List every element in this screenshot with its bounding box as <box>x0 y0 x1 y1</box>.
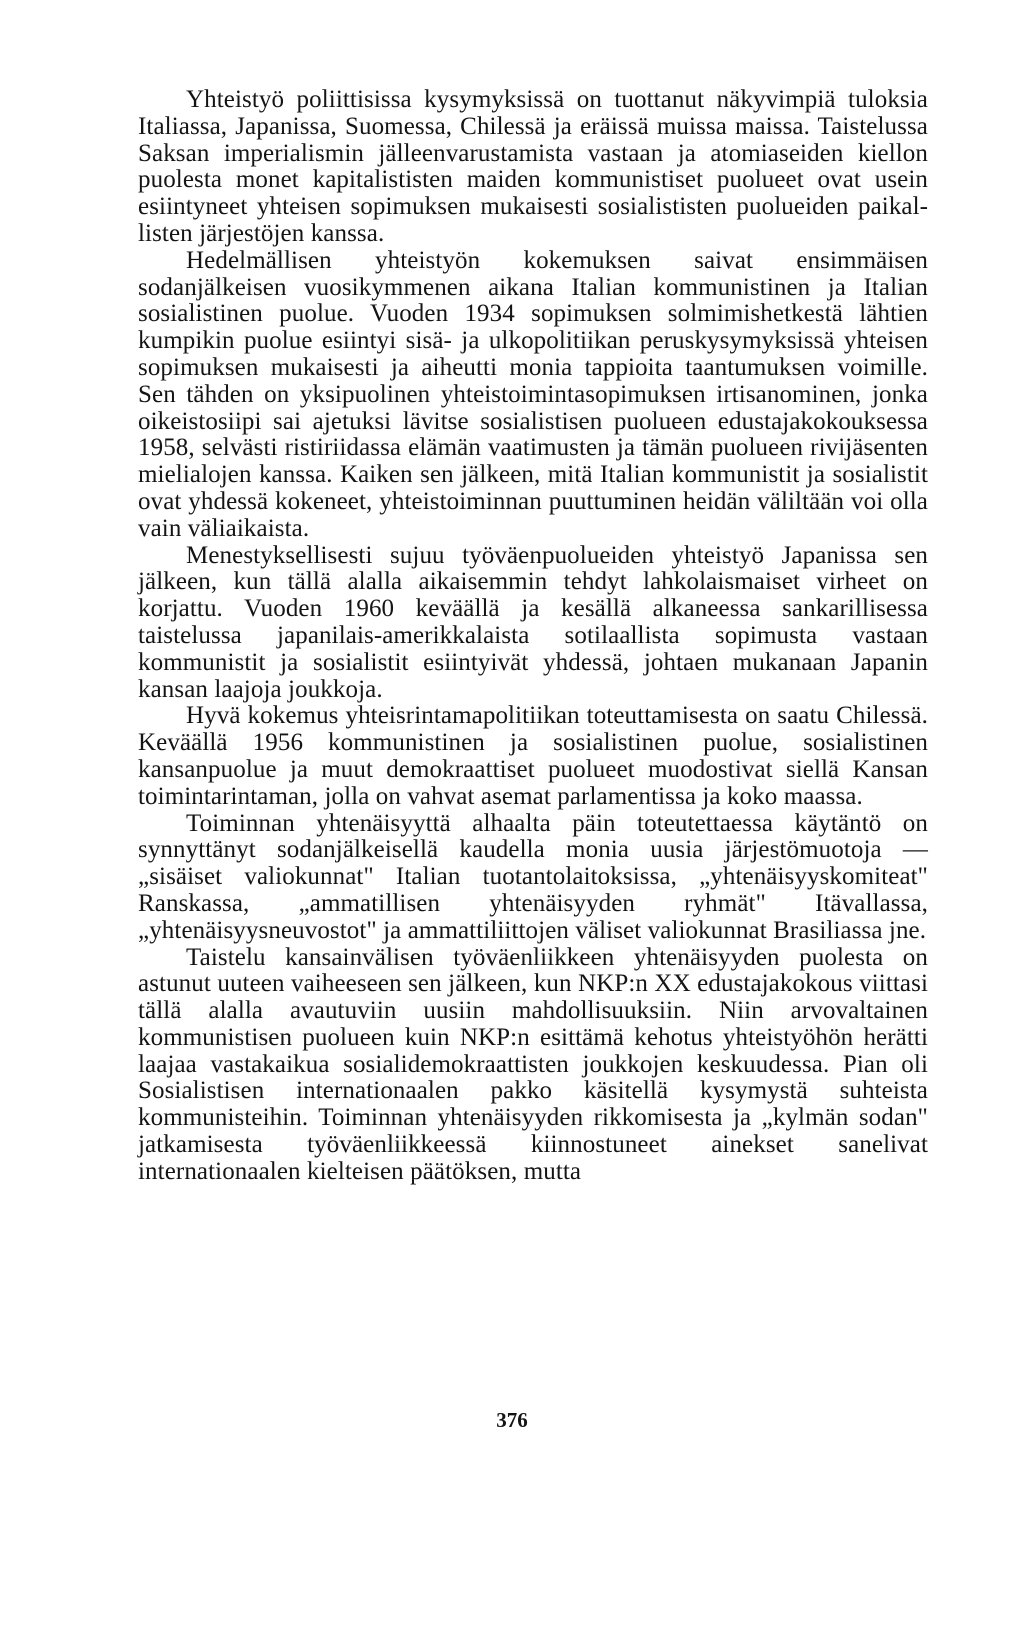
paragraph-international-unity: Taistelu kansainvälisen työväenliikkeen yhtenäisyyden puolesta on astunut uuteen vaiheeseen sen jälkeen, kun NKP:n XX edustajakokous viittasi tällä alalla avautuviin uusiin mahdollisuuksiin. Niin arvovaltainen kommunistisen puolueen kuin NKP:n esittämä kehotus yhteistyöhön herätti laajaa vastakaikua sosialidemokraattisten joukkojen keskuudessa. Pian oli Sosialistisen internationaalen pakko käsitellä kysymystä suhteista kommunisteihin. Toiminnan yhtenäisyyden rikkomisesta ja „kylmän sodan" jatkamisesta työväenliikkeessä kiinnostuneet ainekset sanelivat internationaalen kielteisen päätöksen, mutta <box>138 943 928 1185</box>
page-number: 376 <box>496 1408 528 1432</box>
body-text <box>138 87 928 1186</box>
paragraph-chile: Hyvä kokemus yhteisrintamapolitiikan toteuttamisesta on saatu Chilessä. Keväällä 1956 kommunistinen ja sosialistinen puolue, sosialistinen kansanpuolue ja muut demokraattiset puolueet muodostivat siellä Kansan toimintarintaman, jolla on vahvat asemat parlamentissa ja koko maassa. <box>138 702 928 810</box>
paragraph-cooperation-results: Yhteistyö poliittisissa kysymyksissä on tuottanut näkyvimpiä tuloksia Italiassa, Japanissa, Suomessa, Chilessä ja eräissä muissa maissa. Taistelussa Saksan imperialismin jälleenvarustamista vastaan ja atomiaseiden kiellon puolesta monet kapitalististen maiden kommunistiset puolueet ovat usein esiintyneet yhteisen sopimuksen mukaisesti sosialististen puolueiden paikallisten järjestöjen kanssa. <box>138 86 928 247</box>
paragraph-japan: Menestyksellisesti sujuu työväenpuolueiden yhteistyö Japanissa sen jälkeen, kun tällä alalla aikaisemmin tehdyt lahkolaismaiset virheet on korjattu. Vuoden 1960 keväällä ja kesällä alkaneessa sankarillisessa taistelussa japanilais-amerikkalaista sotilaallista sopimusta vastaan kommunistit ja sosialistit esiintyivät yhdessä, johtaen mukanaan Japanin kansan laajoja joukkoja. <box>138 541 928 703</box>
paragraph-organizational-forms: Toiminnan yhtenäisyyttä alhaalta päin toteutettaessa käytäntö on synnyttänyt sodanjälkeisellä kaudella monia uusia järjestömuotoja — „sisäiset valiokunnat" Italian tuotantolaitoksissa, „yhtenäisyyskomiteat" Ranskassa, „ammatillisen yhtenäisyyden ryhmät" Itävallassa, „yhtenäisyysneuvostot" ja ammattiliittojen väliset valiokunnat Brasiliassa jne. <box>138 809 928 944</box>
paragraph-italy: Hedelmällisen yhteistyön kokemuksen saivat ensimmäisen sodanjälkeisen vuosikymmenen aikana Italian kommunistinen ja Italian sosialistinen puolue. Vuoden 1934 sopimuksen solmimishetkestä lähtien kumpikin puolue esiintyi sisä- ja ulkopolitiikan peruskysymyksissä yhteisen sopimuksen mukaisesti ja aiheutti monia tappioita taantumuksen voimille. Sen tähden on yksipuolinen yhteistoimintasopimuksen irtisanominen, jonka oikeistosiipi sai ajetuksi lävitse sosialistisen puolueen edustajakokouksessa 1958, selvästi ristiriidassa elämän vaatimusten ja tämän puolueen rivijäsenten mielialojen kanssa. Kaiken sen jälkeen, mitä Italian kommunistit ja sosialistit ovat yhdessä kokeneet, yhteistoiminnan puuttuminen heidän väliltään voi olla vain väliaikaista. <box>138 246 928 542</box>
